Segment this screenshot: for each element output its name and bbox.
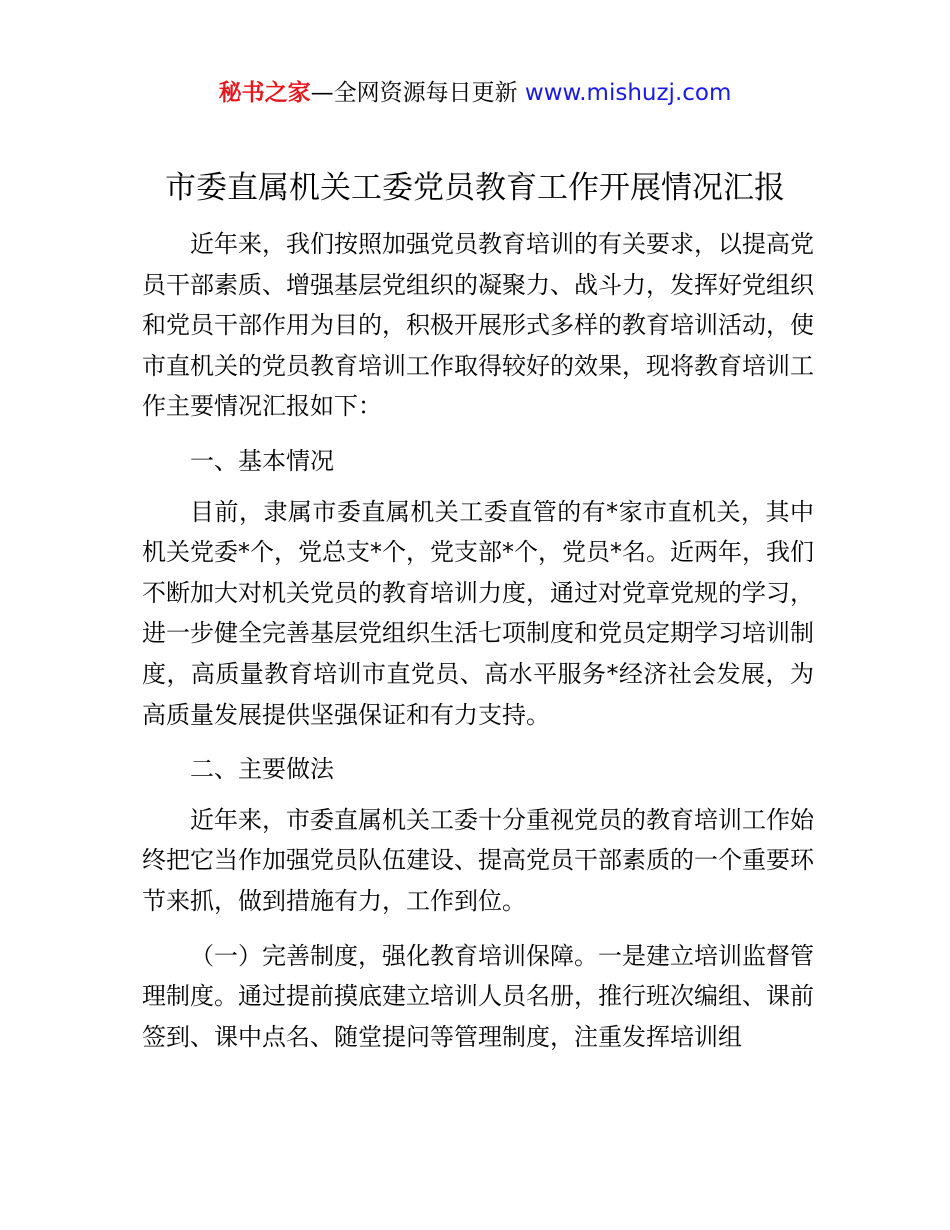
document-body bbox=[142, 224, 814, 1071]
subsection-improve-system-paragraph: （一）完善制度，强化教育培训保障。一是建立培训监督管理制度。通过提前摸底建立培训人员名册，推行班次编组、课前签到、课中点名、随堂提问等管理制度，注重发挥培训组 bbox=[142, 941, 814, 1051]
section-heading-basic-situation: 一、基本情况 bbox=[190, 446, 334, 475]
document-title: 市委直属机关工委党员教育工作开展情况汇报 bbox=[165, 170, 785, 206]
site-header bbox=[0, 76, 950, 110]
basic-situation-paragraph: 目前，隶属市委直属机关工委直管的有*家市直机关，其中机关党委*个，党总支*个，党支部*个，党员*名。近两年，我们不断加大对机关党员的教育培训力度，通过对党章党规的学习，进一步健全完善基层党组织生活七项制度和党员定期学习培训制度，高质量教育培训市直党员、高水平服务*经济社会发展，为高质量发展提供坚强保证和有力支持。 bbox=[142, 497, 814, 729]
site-brand: 秘书之家 bbox=[218, 80, 311, 106]
intro-paragraph: 近年来，我们按照加强党员教育培训的有关要求，以提高党员干部素质、增强基层党组织的凝聚力、战斗力，发挥好党组织和党员干部作用为目的，积极开展形式多样的教育培训活动，使市直机关的党员教育培训工作取得较好的效果，现将教育培训工作主要情况汇报如下： bbox=[142, 230, 814, 421]
site-url-link[interactable]: www.mishuzj.com bbox=[524, 80, 732, 106]
site-tagline: —全网资源每日更新 bbox=[310, 80, 525, 106]
main-practices-paragraph: 近年来，市委直属机关工委十分重视党员的教育培训工作始终把它当作加强党员队伍建设、提高党员干部素质的一个重要环节来抓，做到措施有力，工作到位。 bbox=[142, 805, 814, 915]
section-heading-main-practices: 二、主要做法 bbox=[190, 755, 334, 784]
